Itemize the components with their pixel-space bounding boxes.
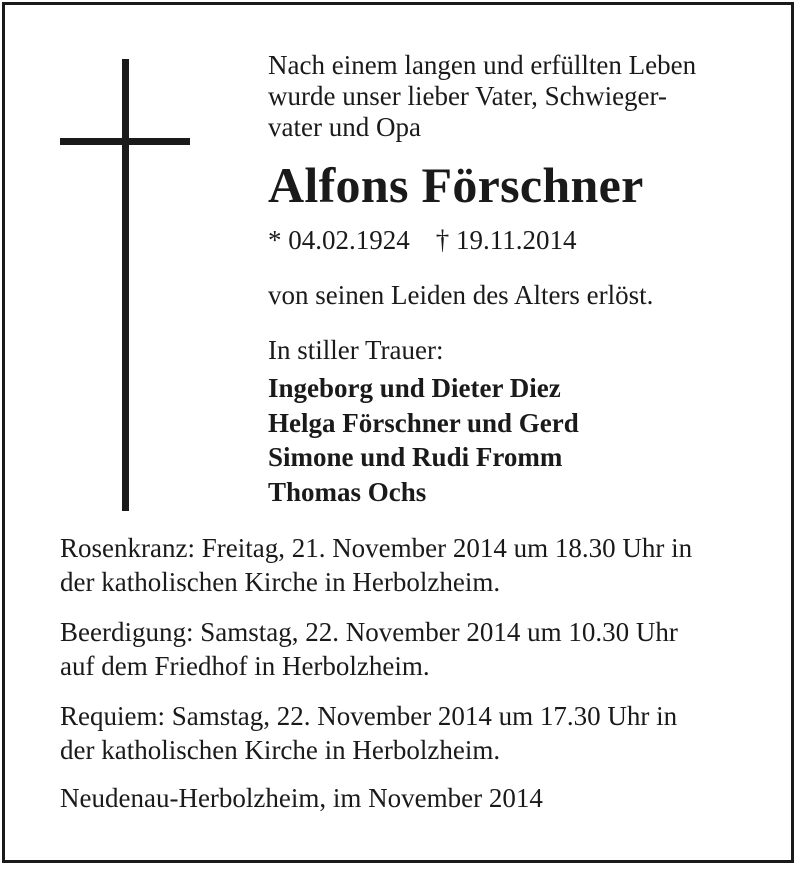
mourner: Thomas Ochs: [268, 476, 427, 507]
mourner: Simone und Rudi Fromm: [268, 442, 563, 472]
mourning-label: In stiller Trauer:: [268, 335, 444, 365]
intro-line: Nach einem langen und erfüllten Leben: [268, 50, 697, 80]
latin-cross-icon: [122, 59, 129, 511]
place-and-date: Neudenau-Herbolzheim, im November 2014: [60, 783, 543, 813]
birth-date: * 04.02.1924: [268, 225, 410, 255]
deceased-name: Alfons Förschner: [268, 157, 644, 213]
death-date: † 19.11.2014: [435, 225, 577, 255]
intro-line: vater und Opa: [268, 112, 421, 142]
event-line: der katholischen Kirche in Herbolzheim.: [60, 567, 501, 597]
notice-header: [268, 50, 768, 509]
service-details: [60, 531, 760, 814]
event-line: Beerdigung: Samstag, 22. November 2014 um 10.30 Uhr: [60, 617, 678, 647]
relief-text: von seinen Leiden des Alters erlöst.: [268, 280, 654, 310]
intro-text: [268, 50, 768, 143]
event-line: der katholischen Kirche in Herbolzheim.: [60, 735, 501, 765]
mourner: Ingeborg und Dieter Diez: [268, 373, 561, 403]
event-line: auf dem Friedhof in Herbolzheim.: [60, 651, 430, 681]
life-dates: [268, 225, 768, 256]
burial-event: [60, 615, 760, 683]
rosary-event: [60, 531, 760, 599]
event-line: Requiem: Samstag, 22. November 2014 um 17.30 Uhr in: [60, 701, 678, 731]
latin-cross-icon-crossbar: [60, 138, 190, 145]
requiem-event: [60, 699, 760, 767]
event-line: Rosenkranz: Freitag, 21. November 2014 um 18.30 Uhr in: [60, 533, 693, 563]
mourners-list: [268, 371, 768, 509]
mourner: Helga Förschner und Gerd: [268, 407, 579, 438]
intro-line: wurde unser lieber Vater, Schwieger-: [268, 81, 667, 111]
